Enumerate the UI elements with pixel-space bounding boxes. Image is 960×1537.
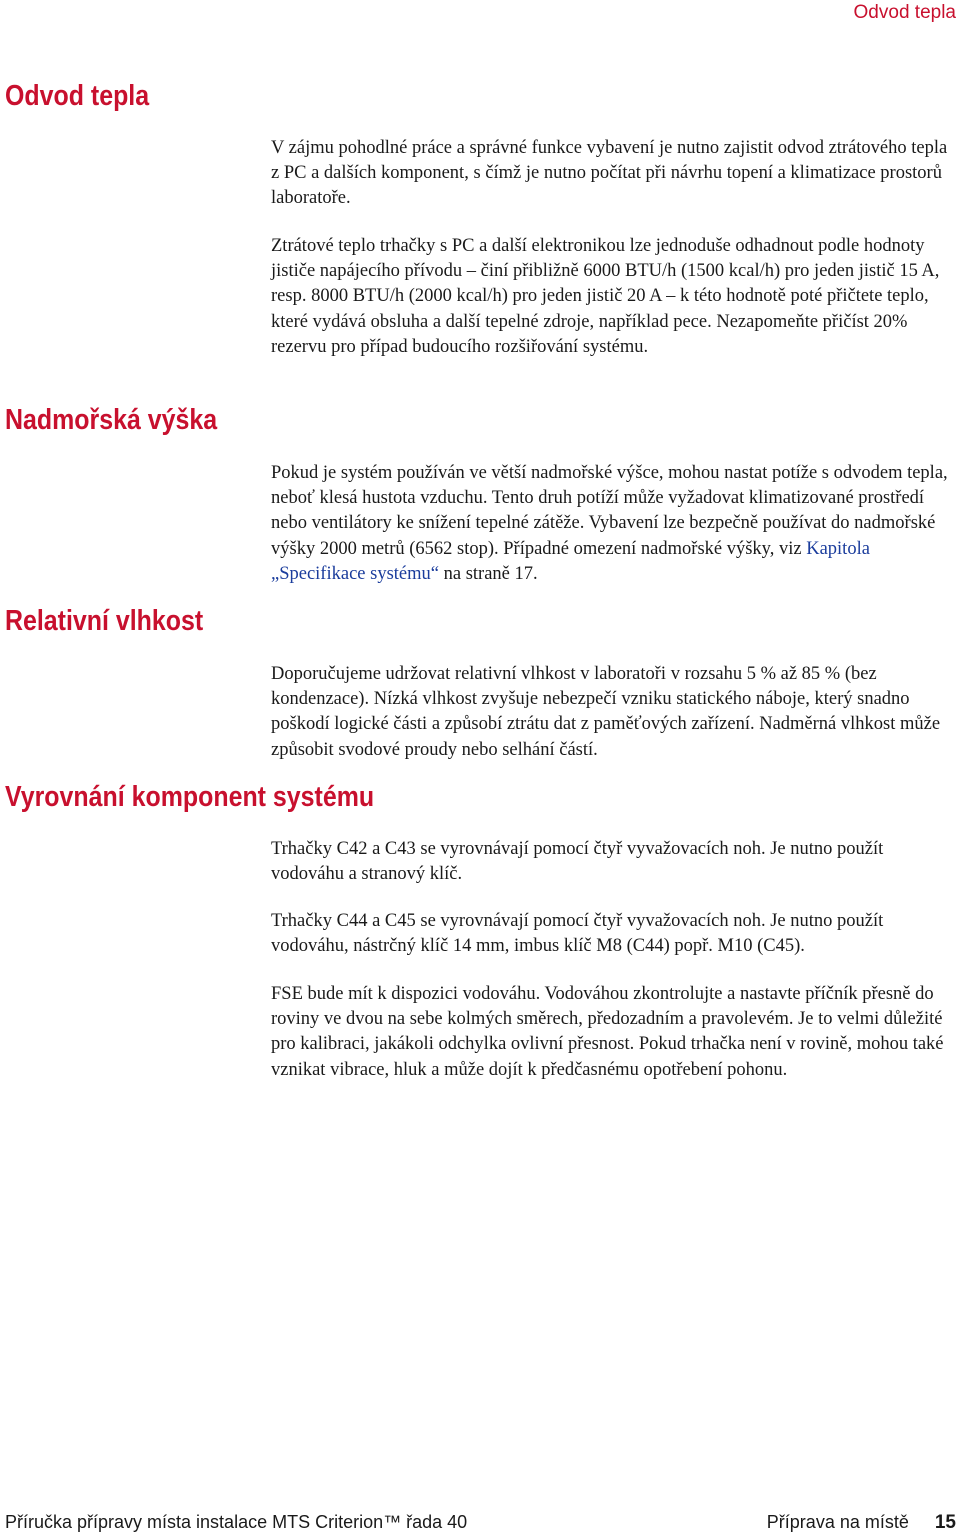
paragraph-humidity: Doporučujeme udržovat relativní vlhkost v laboratoři v rozsahu 5 % až 85 % (bez kondenzace). Nízká vlhkost zvyšuje nebezpečí vzniku statického náboje, který snadno poškodí logické části a způsobí ztrátu dat z paměťových zařízení. Nadměrná vlhkost může způsobit svodové proudy nebo selhání částí. — [271, 664, 941, 760]
paragraph-heat-estimate: Ztrátové teplo trhačky s PC a další elektronikou lze jednoduše odhadnout podle hodnoty jističe napájecího přívodu – činí přibližně 6000 BTU/h (1500 kcal/h) pro jeden jistič 15 A, resp. 8000 BTU/h (2000 kcal/h) pro jeden jistič 20 A – k této hodnotě poté přičtete teplo, které vydává obsluha a další tepelné zdroje, například pece. Nezapomeňte přičíst 20% rezervu pro případ budoucího rozšiřování systému. — [271, 236, 940, 357]
footer-right — [767, 1512, 956, 1534]
section-heading-altitude: Nadmořská výška — [5, 404, 218, 436]
section-heading-heat: Odvod tepla — [5, 80, 150, 112]
paragraph-leveling-fse: FSE bude mít k dispozici vodováhu. Vodováhou zkontrolujte a nastavte příčník přesně do roviny ve dvou na sebe kolmých směrech, předozadním a pravolevém. Je to velmi důležité pro kalibraci, jakákoli odchylka ovlivní přesnost. Pokud trhačka není v rovině, mohou také vznikat vibrace, hluk a může dojít k předčasnému opotřebení pohonu. — [271, 984, 944, 1080]
footer-chapter-label: Příprava na místě — [766, 1512, 909, 1532]
paragraph-altitude-text-end: na straně 17. — [438, 563, 538, 584]
paragraph-heat-intro: V zájmu pohodlné práce a správné funkce vybavení je nutno zajistit odvod ztrátového tepla z PC a dalších komponent, s čímž je nutno počítat při návrhu topení a klimatizace prostorů laboratoře. — [271, 138, 948, 209]
running-header: Odvod tepla — [853, 2, 956, 23]
page-number: 15 — [934, 1512, 956, 1533]
link-system-specification[interactable]: Kapitola „Specifikace systému“ — [271, 538, 870, 584]
paragraph-leveling-c44-c45: Trhačky C44 a C45 se vyrovnávají pomocí čtyř vyvažovacích noh. Je nutno použít vodováhu, nástrčný klíč 14 mm, imbus klíč M8 (C44) popř. M10 (C45). — [271, 911, 884, 957]
paragraph-altitude-text: Pokud je systém používán ve větší nadmořské výšce, mohou nastat potíže s odvodem tepla, neboť klesá hustota vzduchu. Tento druh potíží může vyžadovat klimatizované prostředí nebo ventilátory ke snížení tepelné zátěže. Vybavení lze bezpečně používat do nadmořské výšky 2000 metrů (6562 stop). Případné omezení nadmořské výšky, viz — [271, 463, 948, 559]
section-heading-humidity: Relativní vlhkost — [5, 605, 204, 637]
paragraph-altitude — [271, 461, 955, 587]
paragraph-leveling-c42-c43: Trhačky C42 a C43 se vyrovnávají pomocí čtyř vyvažovacích noh. Je nutno použít vodováhu a stranový klíč. — [271, 839, 884, 885]
footer-document-title: Příručka přípravy místa instalace MTS Criterion™ řada 40 — [5, 1512, 468, 1532]
section-heading-leveling: Vyrovnání komponent systému — [5, 781, 375, 813]
